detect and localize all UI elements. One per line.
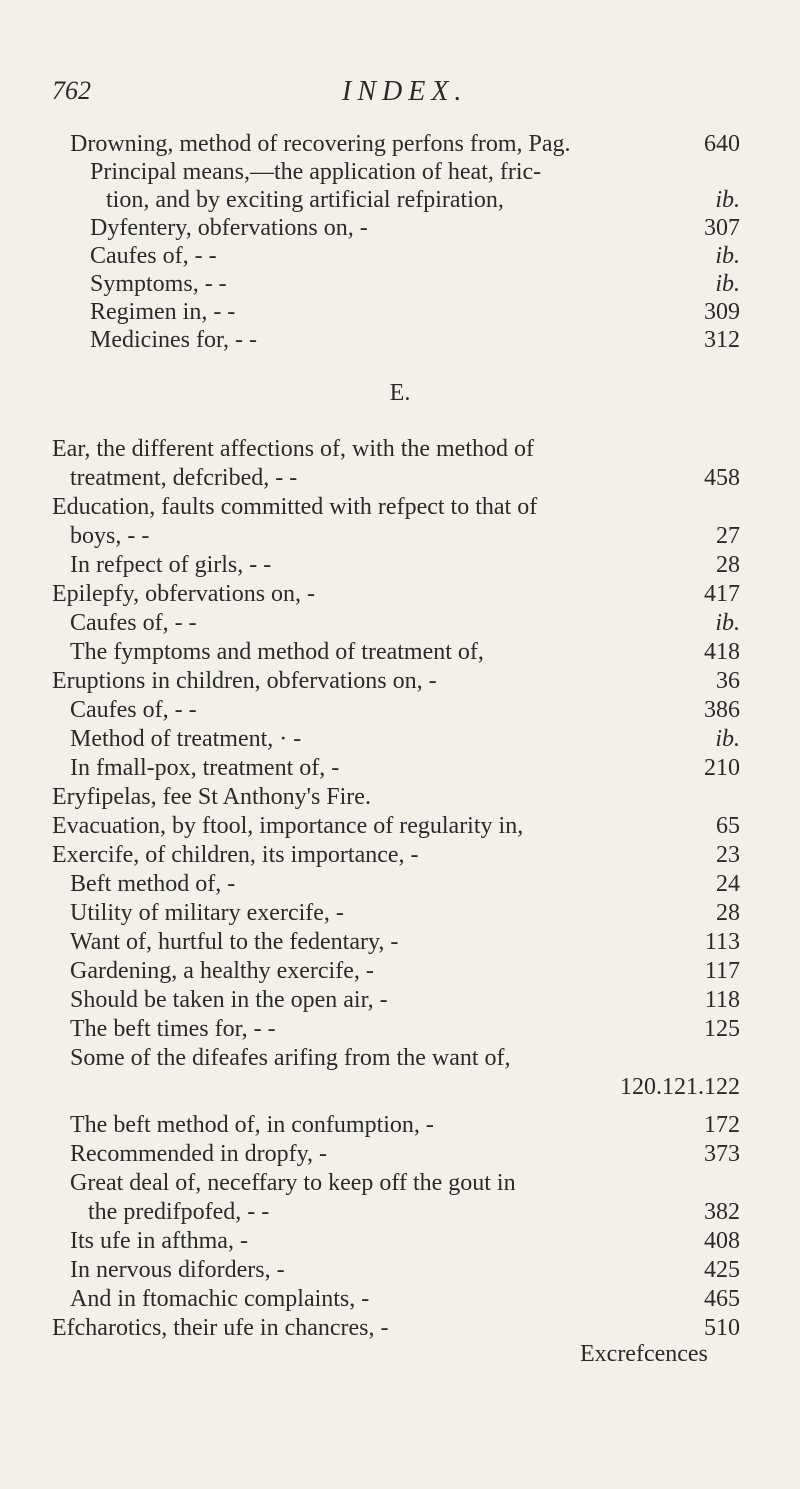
section-heading: E.	[389, 380, 411, 406]
index-entry	[70, 1014, 740, 1044]
entry-page: 172	[704, 1112, 740, 1138]
entry-text: Should be taken in the open air, -	[70, 987, 388, 1013]
index-entry	[90, 241, 740, 271]
entry-page: 417	[704, 581, 740, 607]
index-entry	[52, 492, 740, 522]
entry-page: 24	[716, 871, 740, 897]
index-entry	[90, 325, 740, 355]
index-entry	[70, 869, 740, 899]
entry-page: 36	[716, 668, 740, 694]
entry-page: 113	[704, 929, 740, 955]
index-entry	[70, 753, 740, 783]
index-entry	[70, 985, 740, 1015]
entry-text: Method of treatment, · -	[70, 726, 302, 752]
index-entry	[90, 297, 740, 327]
entry-page: 118	[704, 987, 740, 1013]
index-entry	[470, 1072, 740, 1102]
index-entry	[52, 579, 740, 609]
index-entry	[70, 695, 740, 725]
entry-page: 120.121.122	[620, 1074, 740, 1100]
catchword: Excrefcences	[580, 1341, 708, 1367]
index-entry	[90, 213, 740, 243]
entry-text: Utility of military exercife, -	[70, 900, 344, 926]
index-entry	[70, 724, 740, 754]
entry-text: In refpect of girls, - -	[70, 552, 272, 578]
index-entry	[70, 521, 740, 551]
entry-text: Eryfipelas, fee St Anthony's Fire.	[52, 784, 371, 810]
page-header	[52, 76, 752, 112]
entry-text: Principal means,—the application of heat, fric-	[90, 159, 542, 185]
entry-page: 28	[716, 552, 740, 578]
index-entry	[70, 927, 740, 957]
entry-text: Regimen in, - -	[90, 299, 236, 325]
entry-page: 382	[704, 1199, 740, 1225]
entry-text: Exercife, of children, its importance, -	[52, 842, 419, 868]
entry-text: Medicines for, - -	[90, 327, 257, 353]
index-entry	[70, 129, 740, 159]
entry-text: Epilepfy, obfervations on, -	[52, 581, 316, 607]
index-entry	[70, 608, 740, 638]
index-entry	[70, 1226, 740, 1256]
entry-page: 458	[704, 465, 740, 491]
entry-page: 210	[704, 755, 740, 781]
entry-text: Efcharotics, their ufe in chancres, -	[52, 1315, 389, 1341]
index-entry	[88, 1197, 740, 1227]
entry-text: Some of the difeafes arifing from the want of,	[70, 1045, 511, 1071]
entry-text: In fmall-pox, treatment of, -	[70, 755, 340, 781]
index-entry	[90, 157, 740, 187]
entry-text: Great deal of, neceffary to keep off the gout in	[70, 1170, 516, 1196]
entry-text: In nervous diforders, -	[70, 1257, 285, 1283]
index-entry	[70, 1255, 740, 1285]
entry-text: Caufes of, - -	[70, 610, 197, 636]
entry-text: Ear, the different affections of, with the method of	[52, 436, 534, 462]
entry-text: Beft method of, -	[70, 871, 236, 897]
entry-text: Symptoms, - -	[90, 271, 227, 297]
entry-page: ib.	[715, 271, 740, 297]
entry-page: 307	[704, 215, 740, 241]
index-entry	[70, 898, 740, 928]
entry-text: boys, - -	[70, 523, 150, 549]
entry-page: 373	[704, 1141, 740, 1167]
entry-page: 28	[716, 900, 740, 926]
index-entry	[70, 956, 740, 986]
entry-text: Its ufe in afthma, -	[70, 1228, 248, 1254]
index-entry	[70, 1168, 740, 1198]
entry-text: Eruptions in children, obfervations on, -	[52, 668, 437, 694]
index-entry	[52, 1313, 740, 1343]
entry-text: tion, and by exciting artificial refpiration,	[106, 187, 504, 213]
index-entry	[90, 269, 740, 299]
index-entry	[52, 811, 740, 841]
index-entry	[70, 1043, 740, 1073]
entry-page: 312	[704, 327, 740, 353]
entry-page: 408	[704, 1228, 740, 1254]
index-entry	[70, 1139, 740, 1169]
entry-text: Evacuation, by ftool, importance of regularity in,	[52, 813, 524, 839]
page-number: 762	[52, 76, 91, 105]
entry-page: ib.	[715, 243, 740, 269]
entry-page: 386	[704, 697, 740, 723]
entry-text: treatment, defcribed, - -	[70, 465, 298, 491]
entry-text: The fymptoms and method of treatment of,	[70, 639, 484, 665]
entry-text: Caufes of, - -	[90, 243, 217, 269]
entry-text: Want of, hurtful to the fedentary, -	[70, 929, 399, 955]
index-entry	[70, 550, 740, 580]
index-entry	[52, 840, 740, 870]
index-entry	[52, 782, 740, 812]
entry-page: 510	[704, 1315, 740, 1341]
index-entry	[70, 1110, 740, 1140]
entry-page: 309	[704, 299, 740, 325]
index-entry	[52, 666, 740, 696]
entry-text: Dyfentery, obfervations on, -	[90, 215, 368, 241]
entry-page: ib.	[715, 726, 740, 752]
entry-page: 425	[704, 1257, 740, 1283]
entry-text: Gardening, a healthy exercife, -	[70, 958, 374, 984]
entry-text: Education, faults committed with refpect to that of	[52, 494, 538, 520]
entry-text: And in ftomachic complaints, -	[70, 1286, 370, 1312]
entry-page: 65	[716, 813, 740, 839]
index-entry	[70, 1284, 740, 1314]
entry-text: Recommended in dropfy, -	[70, 1141, 328, 1167]
entry-page: ib.	[715, 610, 740, 636]
entry-page: 23	[716, 842, 740, 868]
entry-text: the predifpofed, - -	[88, 1199, 270, 1225]
page-title: INDEX.	[342, 76, 468, 107]
entry-page: 640	[704, 131, 740, 157]
entry-text: The beft times for, - -	[70, 1016, 276, 1042]
entry-text: Caufes of, - -	[70, 697, 197, 723]
entry-page: 117	[704, 958, 740, 984]
index-entry	[106, 185, 740, 215]
entry-page: 125	[704, 1016, 740, 1042]
index-entry	[70, 463, 740, 493]
entry-text: The beft method of, in confumption, -	[70, 1112, 434, 1138]
entry-text: Drowning, method of recovering perfons from, Pag.	[70, 131, 571, 157]
index-entry	[70, 637, 740, 667]
entry-page: 418	[704, 639, 740, 665]
entry-page: 27	[716, 523, 740, 549]
entry-page: ib.	[715, 187, 740, 213]
entry-page: 465	[704, 1286, 740, 1312]
index-entry	[52, 434, 740, 464]
